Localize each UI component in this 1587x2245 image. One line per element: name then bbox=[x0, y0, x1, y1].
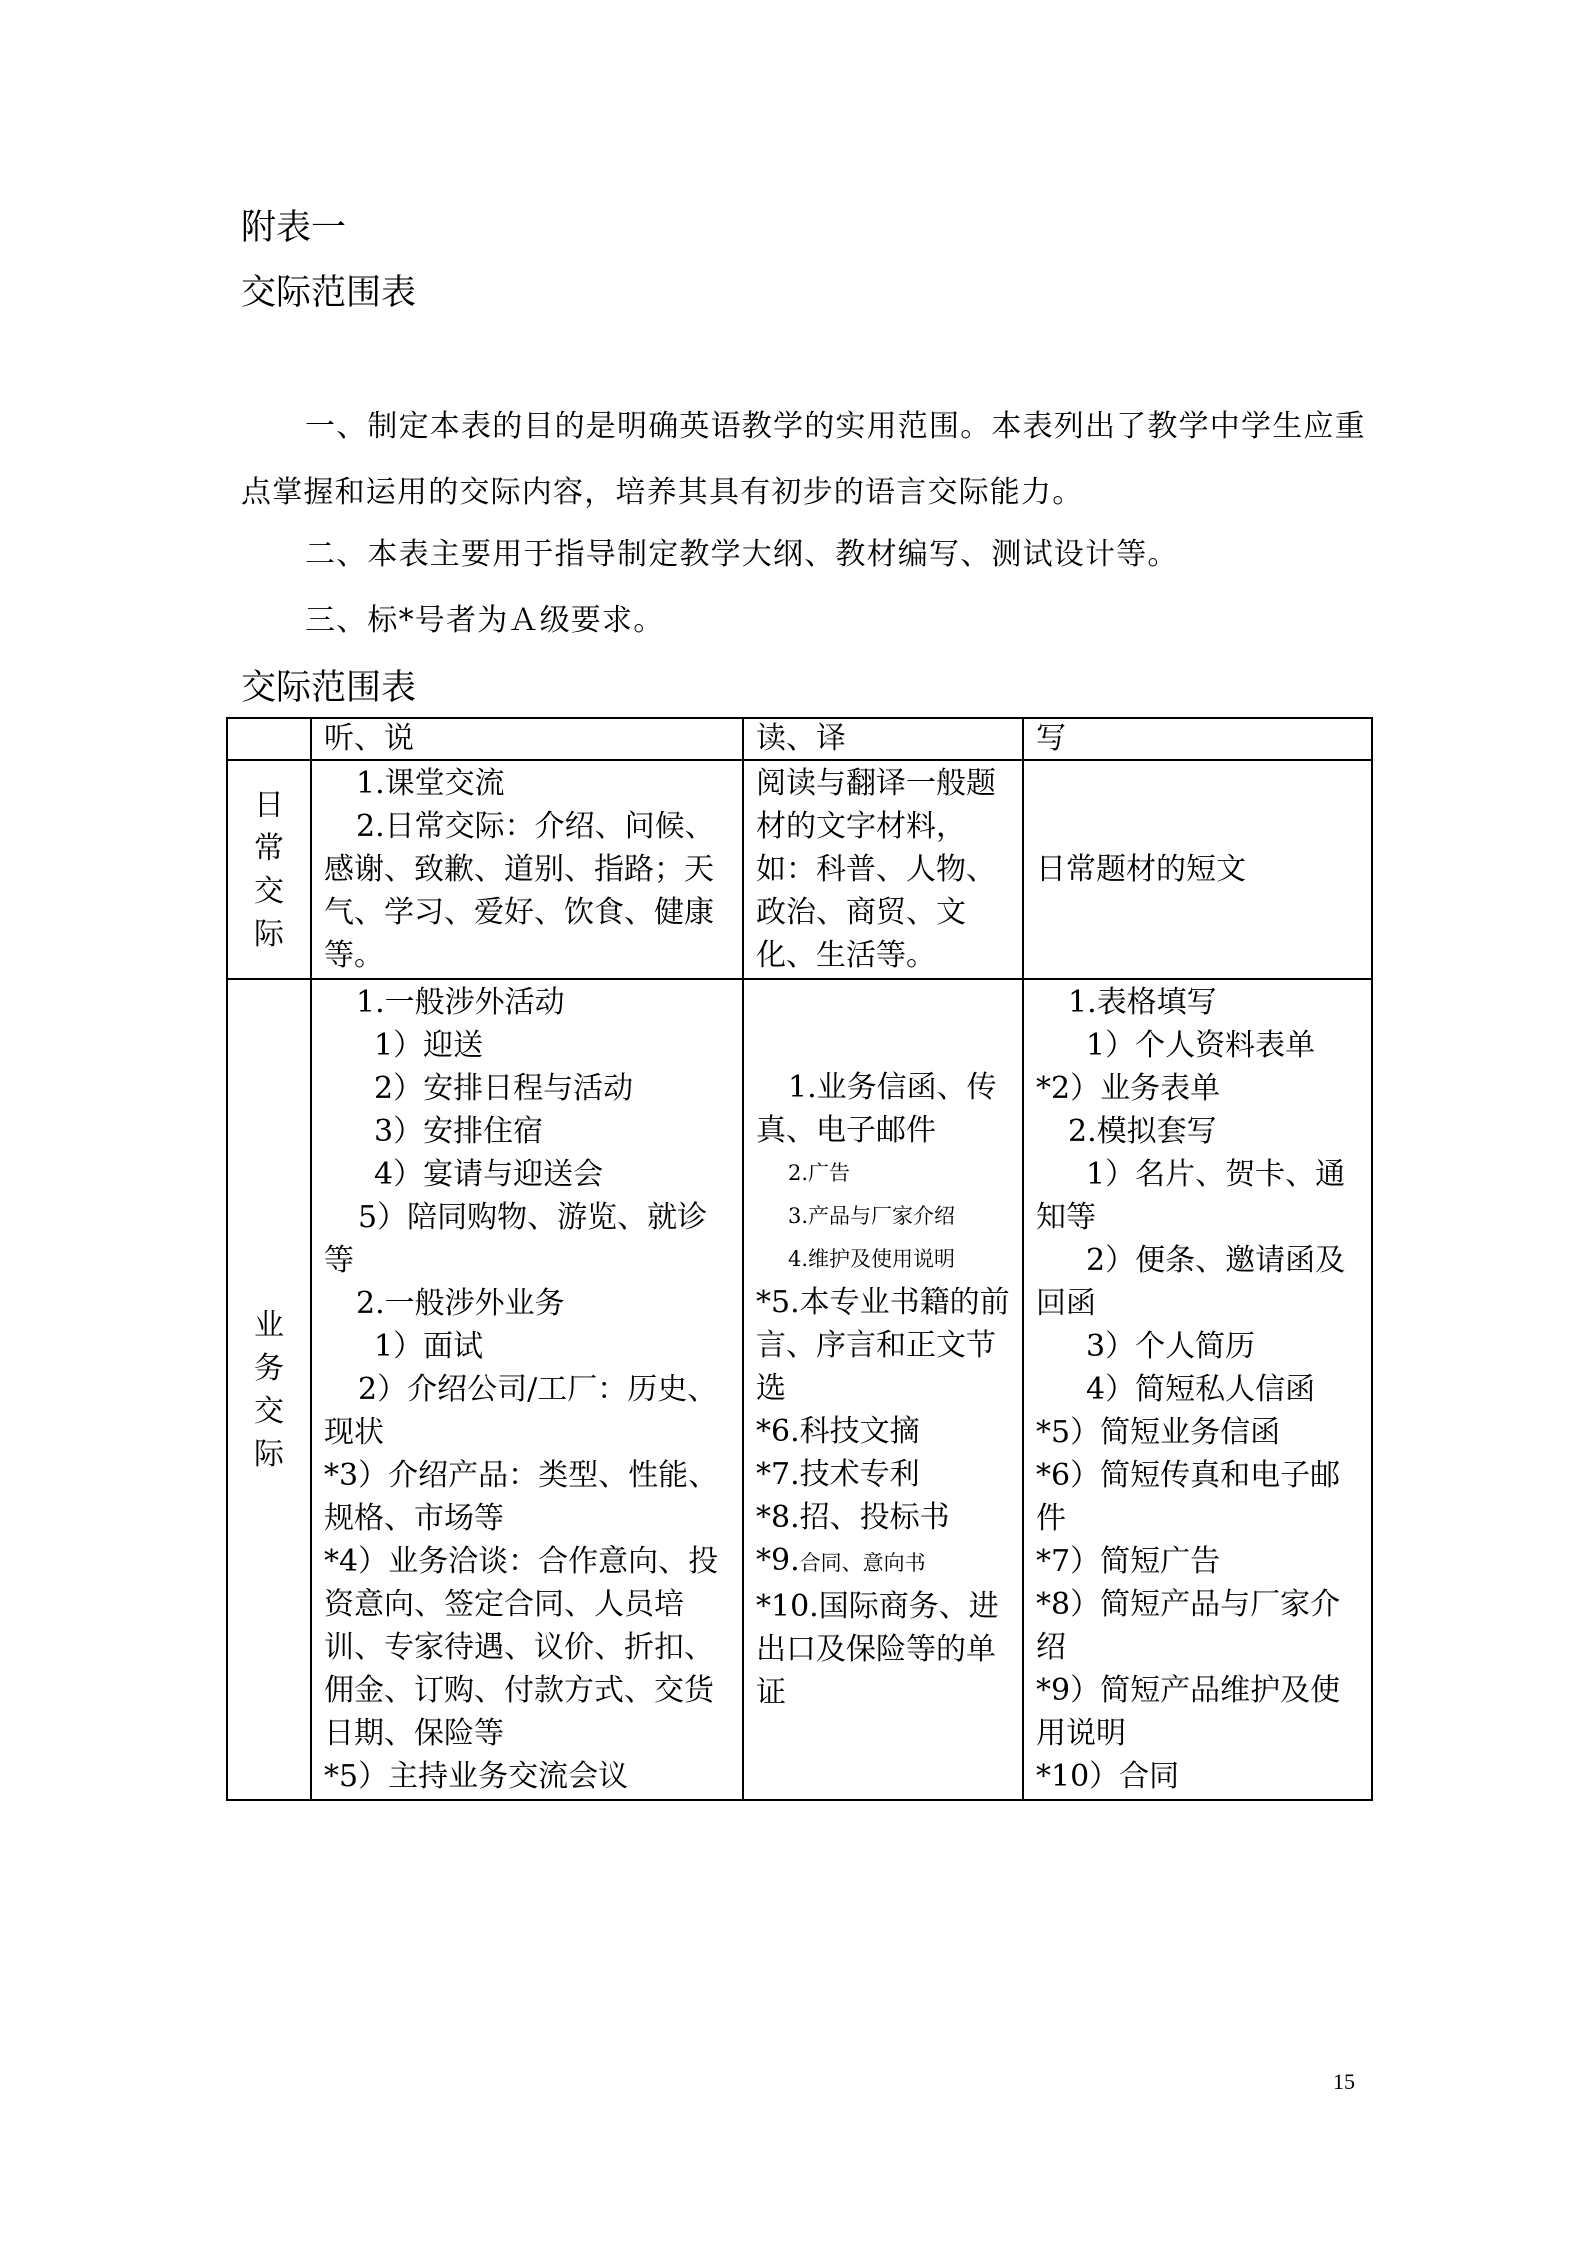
intro-paragraph-1: 一、制定本表的目的是明确英语教学的实用范围。本表列出了教学中学生应重点掌握和运用的交际内容，培养其具有初步的语言交际能力。 bbox=[241, 409, 1366, 510]
biz-w-item: 2.模拟套写 bbox=[1068, 1114, 1217, 1149]
biz-ls-item: *5）主持业务交流会议 bbox=[324, 1759, 629, 1794]
biz-ls-item: 5）陪同购物、游览、就诊等 bbox=[324, 1200, 708, 1278]
biz-ls-item: 2）安排日程与活动 bbox=[374, 1071, 634, 1106]
biz-w-item: 2）便条、邀请函及回函 bbox=[1036, 1243, 1346, 1321]
appendix-heading: 附表一 bbox=[241, 208, 347, 248]
biz-rt-item-9-text: 合同、意向书 bbox=[799, 1550, 926, 1575]
category-daily-label: 日常交际 bbox=[254, 787, 284, 952]
biz-w-item: *10）合同 bbox=[1036, 1759, 1180, 1794]
biz-rt-item: 1.业务信函、传真、电子邮件 bbox=[756, 1069, 997, 1148]
table-header-row bbox=[227, 718, 1372, 760]
category-business-label: 业务交际 bbox=[254, 1307, 284, 1472]
biz-w-item: *2）业务表单 bbox=[1036, 1071, 1221, 1106]
biz-rt-item: 4.维护及使用说明 bbox=[788, 1246, 956, 1271]
category-daily bbox=[227, 760, 311, 979]
business-write-cell bbox=[1023, 979, 1372, 1800]
header-listen-speak: 听、说 bbox=[311, 718, 743, 760]
daily-write-text: 日常题材的短文 bbox=[1036, 852, 1246, 887]
biz-ls-item: 1.一般涉外活动 bbox=[356, 985, 565, 1020]
daily-ls-item-2: 2.日常交际：介绍、问候、感谢、致歉、道别、指路；天气、学习、爱好、饮食、健康等。 bbox=[324, 809, 715, 973]
biz-w-item: *6）简短传真和电子邮件 bbox=[1036, 1458, 1341, 1536]
intro-paragraph-2: 二、本表主要用于指导制定教学大纲、教材编写、测试设计等。 bbox=[305, 537, 1179, 572]
biz-ls-item: 4）宴请与迎送会 bbox=[374, 1157, 604, 1192]
biz-rt-item: *5.本专业书籍的前言、序言和正文节选 bbox=[756, 1284, 1010, 1406]
biz-rt-item: *6.科技文摘 bbox=[756, 1413, 920, 1449]
biz-rt-item-9 bbox=[756, 1539, 1010, 1585]
header-read-translate: 读、译 bbox=[743, 718, 1023, 760]
daily-listen-speak-cell bbox=[311, 760, 743, 979]
biz-rt-item: *8.招、投标书 bbox=[756, 1499, 950, 1535]
daily-read-translate-cell bbox=[743, 760, 1023, 979]
table-row-business bbox=[227, 979, 1372, 1800]
business-listen-speak-cell bbox=[311, 979, 743, 1800]
table-title: 交际范围表 bbox=[241, 668, 417, 708]
header-blank-cell bbox=[227, 718, 311, 760]
daily-write-cell bbox=[1023, 760, 1372, 979]
biz-ls-item: 1）迎送 bbox=[374, 1028, 484, 1063]
biz-w-item: *9）简短产品维护及使用说明 bbox=[1036, 1673, 1341, 1751]
biz-ls-item: *3）介绍产品：类型、性能、规格、市场等 bbox=[324, 1458, 719, 1536]
biz-w-item: 1）个人资料表单 bbox=[1086, 1028, 1316, 1063]
biz-rt-item: *10.国际商务、进出口及保险等的单证 bbox=[756, 1588, 999, 1710]
biz-w-item: 4）简短私人信函 bbox=[1086, 1372, 1316, 1407]
biz-w-item: 1.表格填写 bbox=[1068, 985, 1217, 1020]
biz-w-item: 1）名片、贺卡、通知等 bbox=[1036, 1157, 1346, 1235]
biz-rt-item: 2.广告 bbox=[788, 1160, 851, 1185]
biz-w-item: *5）简短业务信函 bbox=[1036, 1415, 1281, 1450]
communication-range-table bbox=[226, 717, 1373, 1801]
business-read-translate-cell bbox=[743, 979, 1023, 1800]
biz-w-item: 3）个人简历 bbox=[1086, 1329, 1256, 1364]
biz-rt-item: *7.技术专利 bbox=[756, 1456, 920, 1492]
biz-ls-item: 2.一般涉外业务 bbox=[356, 1286, 565, 1321]
daily-ls-item-1: 1.课堂交流 bbox=[356, 766, 505, 801]
header-write: 写 bbox=[1023, 718, 1372, 760]
biz-ls-item: 1）面试 bbox=[374, 1329, 484, 1364]
biz-w-item: *8）简短产品与厂家介绍 bbox=[1036, 1587, 1341, 1665]
biz-rt-item-9-number: *9. bbox=[756, 1542, 800, 1578]
biz-ls-item: 2）介绍公司/工厂：历史、现状 bbox=[324, 1372, 718, 1450]
document-title: 交际范围表 bbox=[241, 273, 417, 313]
category-business bbox=[227, 979, 311, 1800]
biz-rt-item: 3.产品与厂家介绍 bbox=[788, 1203, 956, 1228]
table-row-daily bbox=[227, 760, 1372, 979]
biz-w-item: *7）简短广告 bbox=[1036, 1544, 1221, 1579]
biz-ls-item: 3）安排住宿 bbox=[374, 1114, 544, 1149]
daily-rt-text: 阅读与翻译一般题材的文字材料，如：科普、人物、政治、商贸、文化、生活等。 bbox=[756, 766, 996, 973]
intro-paragraph-3: 三、标*号者为Ａ级要求。 bbox=[305, 603, 665, 638]
biz-ls-item: *4）业务洽谈：合作意向、投资意向、签定合同、人员培训、专家待遇、议价、折扣、佣金、订购、付款方式、交货日期、保险等 bbox=[324, 1544, 719, 1751]
page-number: 15 bbox=[1333, 2069, 1355, 2094]
